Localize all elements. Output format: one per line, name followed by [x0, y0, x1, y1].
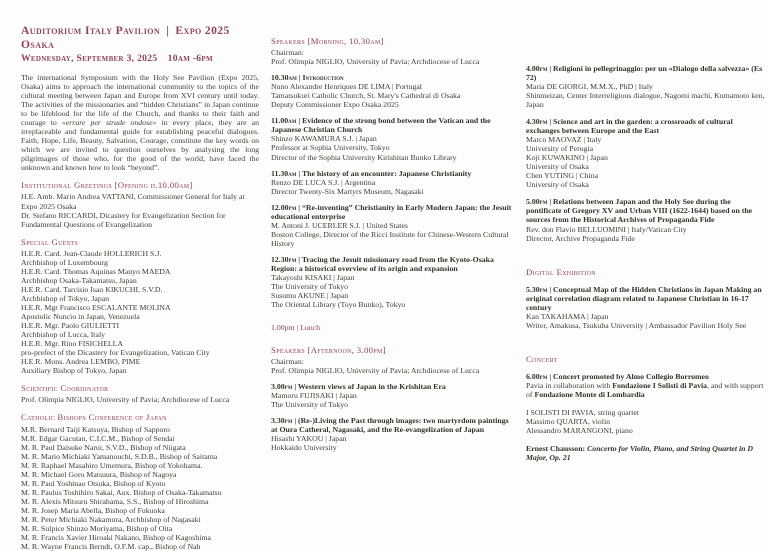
text-line: Professor at Sophia University, Tokyo — [271, 143, 390, 153]
column-middle — [271, 24, 514, 551]
event-title — [526, 197, 766, 224]
separator: | — [296, 202, 302, 212]
event-title — [526, 117, 766, 135]
text-line: M. R. Peter Michiaki Nakamura, Archbishop of Nagasaki — [21, 515, 201, 524]
page-title: Auditorium Italy Pavilion | Expo 2025 Osaka — [21, 24, 230, 51]
event-title — [271, 203, 514, 221]
text-line: M. R. Francis Xavier Hiroaki Nakano, Bishop of Kagoshima — [21, 533, 211, 543]
text-segment: Ernest Chausson: — [526, 444, 588, 454]
text-segment: Concerto for Violin, Piano, and String Quartet in D Major, Op. 21 — [526, 444, 754, 463]
text-line: Director of the Sophia University Kirishitan Bunko Library — [271, 152, 457, 162]
text-line: Prof. Olimpia NIGLIO, University of Pavia; Archdiocese of Lucca — [21, 395, 230, 405]
text-line: University of Osaka — [526, 180, 589, 190]
event-title — [526, 285, 766, 312]
text-line: M. R. Paul Yoshinao Otsuka, Bishop of Kyoto — [21, 478, 166, 488]
text-line: Renzo DE LUCA S.J. | Argentina — [271, 177, 376, 187]
text-line: Archbishop of Tokyo, Japan — [21, 293, 110, 303]
event-block — [271, 382, 514, 409]
event-time: 4.30pm — [526, 117, 548, 127]
event-title-text: Tracing the Jesuit missionary road from the Kyoto-Osaka Region: a historical overview of its origin and expansion — [271, 254, 494, 273]
event-title-text: Science and art in the garden: a crossroads of cultural exchanges between Europe and the East — [526, 117, 733, 136]
section-heading: Digital Exhibition — [526, 266, 596, 277]
event-time: 11.30am — [271, 168, 297, 178]
text-line: University of Perugia — [526, 144, 594, 154]
text-line: Chairman: — [271, 357, 304, 367]
text-line: Boston College, Director of the Ricci Institute for Chinese-Western Cultural History — [271, 229, 509, 248]
section-heading: Speakers [Afternoon, 3.00pm] — [271, 345, 386, 356]
text-block — [21, 192, 259, 228]
text-line: The University of Tokyo — [271, 281, 349, 291]
text-segment: in every place, they are an irreplaceable and fundamental guide for establishing peaceful dialogues. Faith, Hope, Life, Beauty, Salvation, Courage, constitute the key words on which we are invited to question ourselves by analysing the long pilgrimages of those who, for the good of the world, have faced the unknown and known how to look “beyond”. — [21, 118, 260, 173]
text-segment: The international Symposium with the Holy See Pavilion (Expo 2025, Osaka) aims to approach the international community to the topics of the cultural meeting between Japan and Europe from XVI century until today. The activities of the missionaries and “hidden Christians” in Japan continue to be lifeblood for the life of the Church, and thanks to their faith and courage to — [21, 72, 259, 128]
text-line: Archbishop of Luxembourg — [21, 257, 108, 267]
text-line: Susumu AKUNE | Japan — [271, 290, 349, 300]
event-title-text: Evidence of the strong bond between the Vatican and the Japanese Christian Church — [271, 116, 491, 135]
separator: | — [547, 197, 554, 207]
text-line: Prof. Olimpia NIGLIO, University of Pavia; Archdiocese of Lucca — [271, 366, 480, 376]
text-line: Marco MAOVAZ | Italy — [526, 135, 602, 145]
text-line: M. R. Michael Goro Matsuura, Bishop of Nagoya — [21, 469, 177, 479]
event-time: 3.00pm — [271, 382, 293, 392]
event-block — [271, 255, 514, 309]
event-block — [271, 73, 514, 109]
separator: | — [547, 64, 554, 73]
event-time: 5.30pm — [526, 284, 548, 294]
event-time: 3.30pm — [271, 416, 293, 426]
text-line: I SOLISTI DI PAVIA, string quartet — [526, 408, 640, 418]
text-line: H.E.R. Card. Tarcisio Isao KIKUCHI, S.V.D. — [21, 284, 163, 294]
column-left — [21, 24, 259, 551]
event-time: 4.00pm — [526, 64, 548, 73]
text-segment: Pavia in collaboration with — [526, 381, 613, 391]
event-title-text: Introduction — [302, 73, 344, 83]
text-line: Alessandro MARANGONI, piano — [526, 426, 633, 436]
event-title — [271, 416, 514, 434]
separator: | — [547, 284, 554, 294]
event-time: 6.00pm — [526, 372, 548, 382]
event-title-text: Religioni in pellegrinaggio: per un «Dialogo della salvezza» (Es 72) — [526, 64, 763, 83]
text-line: H.E. Amb. Mario Andrea VATTANI, Commissioner General for Italy at Expo 2025 Osaka — [21, 192, 245, 211]
text-segment: , and with support of — [526, 381, 764, 400]
text-line: M.R. Bernard Taiji Katsuya, Bishop of Sapporo — [21, 424, 170, 434]
text-line: H.E.R. Mgr Francisco ESCALANTE MOLINA — [21, 303, 171, 312]
text-line: M. R. Raphael Masahiro Umemura, Bishop of Yokohama. — [21, 460, 203, 470]
separator: | — [296, 168, 302, 178]
text-block — [526, 408, 766, 435]
date-line: Wednesday, September 3, 2025 10am -6pm — [21, 52, 213, 64]
text-line: M. R. Alexis Mitsuru Shirahama, S.S., Bishop of Hiroshima — [21, 496, 209, 506]
event-title-text: (Re-)Living the Past through images: two martyrdom paintings at Oura Catheral, Nagasaki, and the Re-evangelization of Japan — [271, 416, 509, 435]
text-block — [21, 425, 259, 551]
event-title — [271, 382, 514, 391]
intro-paragraph — [21, 73, 259, 172]
text-segment: «errare per strade ondose» — [61, 118, 157, 128]
text-line: Auxiliary Bishop of Tokyo, Japan — [21, 366, 127, 376]
text-line: Writer, Amakusa, Tsukuba University | Ambassador Pavilion Holy See — [526, 320, 747, 330]
text-block — [21, 395, 259, 404]
text-line: The Oriental Library (Toyo Bunko), Tokyo — [271, 299, 406, 309]
event-title-text: Conceptual Map of the Hidden Christians in Japan Making an original correlation diagram related to Japanese Christian in 16-17 century — [526, 284, 762, 312]
text-line: M. R. Wayne Francis Berndt, O.F.M. cap., Bishop of Nah — [21, 542, 201, 551]
text-line: Archbishop of Lucca, Italy — [21, 330, 106, 340]
text-line: M. Antoni J. UCERLER S.J. | United States — [271, 220, 408, 230]
text-line: Prof. Olimpia NIGLIO, University of Pavia; Archdiocese of Lucca — [271, 57, 480, 67]
event-block — [526, 372, 766, 399]
text-segment: Fondazione Monte di Lombardia — [534, 390, 645, 400]
section-heading: Concert — [526, 353, 558, 364]
section-heading: Special Guests — [21, 236, 78, 247]
event-block — [526, 285, 766, 330]
event-time: 10.30am — [271, 73, 297, 83]
event-block — [271, 416, 514, 452]
text-line — [526, 381, 766, 399]
section-heading: Institutional Greetings [Opening h.10.00am] — [21, 180, 193, 191]
event-block — [526, 197, 766, 242]
event-block — [271, 203, 514, 248]
text-line: Mamoru FUJISAKI | Japan — [271, 391, 357, 401]
event-time: 12.00pm — [271, 202, 297, 212]
event-title — [271, 116, 514, 134]
text-segment: Fondazione I Solisti di Pavia — [612, 381, 708, 391]
separator: | — [292, 416, 299, 426]
text-line: H.E.R. Card. Thomas Aquinas Manyo MAEDA — [21, 266, 171, 276]
text-line: Chairman: — [271, 48, 304, 58]
text-line: Hisashi YAKOU | Japan — [271, 434, 347, 444]
text-line: pro-prefect of the Dicastery for Evangelization, Vatican City — [21, 348, 210, 358]
text-line: Koji KUWAKINO | Japan — [526, 153, 608, 163]
text-line: M. R. Paulus Toshihiro Sakai, Aux. Bishop of Osaka-Takamatsu — [21, 487, 222, 497]
text-line: Rev. don Flavio BELLUOMINI | Italy/Vatican City — [526, 224, 687, 234]
separator: | — [296, 116, 303, 126]
event-title-text: “Re-inventing” Christianity in Early Modern Japan: the Jesuit educational enterprise — [271, 202, 512, 221]
event-title-text: The history of an encounter: Japanese Christianity — [301, 168, 472, 178]
separator: | — [547, 372, 554, 382]
separator: | — [296, 73, 303, 83]
text-line: Deputy Commissioner Expo Osaka 2025 — [271, 100, 399, 110]
text-line: M. R. Paul Daisuke Narui, S.V.D., Bishop of Niigata — [21, 442, 186, 452]
section-heading: Catholic Bishops Conference of Japan — [21, 412, 167, 423]
separator: | — [292, 382, 298, 392]
text-line: The University of Tokyo — [271, 400, 349, 410]
text-line: Dr. Stefano RICCARDI, Dicastery for Evangelization Section for Fundamental Questions of Evangelization — [21, 210, 226, 229]
text-block — [21, 249, 259, 375]
event-title-text: Concert promoted by Almo Collegio Borromeo — [553, 372, 709, 382]
text-line: Shinzo KAWAMURA S.J. | Japan — [271, 134, 377, 144]
text-line: H.E.R. Card. Jean-Claude HOLLERICH S.J. — [21, 248, 162, 258]
lunch-line: 1.00pm | Lunch — [271, 322, 320, 332]
event-title-text: Relations between Japan and the Holy See during the pontificate of Gregory XV and Urban VIII (1622-1644) based on the sources from the Historical Archives of Propaganda Fide — [526, 197, 753, 225]
event-title — [526, 372, 766, 381]
event-title — [526, 64, 766, 82]
text-line: H.E.R. Mgr. Rino FISICHELLA — [21, 339, 124, 349]
event-title — [271, 73, 514, 82]
separator: | — [547, 117, 554, 127]
event-block — [526, 117, 766, 189]
separator: | — [296, 254, 302, 264]
text-line: H.E.R. Mons. Andrea LEMBO, PIME — [21, 357, 141, 367]
text-line: M. R. Sulpice Shinzo Moriyama, Bishop of Oita — [21, 524, 173, 534]
text-line: M. R. Josep Maria Abella, Bishop of Fukuoka — [21, 505, 165, 515]
text-line: Shinmeizan, Center Interreligious dialogue, Nagomi machi, Kumamoto ken, Japan — [526, 91, 765, 110]
text-line: Kan TAKAHAMA | Japan — [526, 311, 609, 321]
document-header — [21, 24, 259, 64]
event-block — [271, 169, 514, 196]
text-line: Nuno Alexandre Henriques DE LIMA | Portugal — [271, 82, 422, 92]
text-line: Chen YUTING | China — [526, 171, 599, 181]
section-heading: Scientific Coordinator — [21, 383, 109, 394]
text-block — [271, 357, 514, 375]
text-line: Apostolic Nuncio in Japan, Venezuela — [21, 312, 140, 322]
text-block — [271, 48, 514, 66]
event-title — [271, 169, 514, 178]
text-line: Takayoshi KISAKI | Japan — [271, 272, 355, 282]
text-line: Maria DE GIORGI, M.M.X., PhD | Italy — [526, 82, 653, 92]
event-time: 12.30pm — [271, 254, 297, 264]
text-line: Archbishop Osaka-Takamatsu, Japan — [21, 275, 137, 285]
event-time: 11.00am — [271, 116, 297, 126]
text-line: Tamatsukuri Catholic Church, St. Mary's Cathedral di Osaka — [271, 91, 461, 101]
column-right — [526, 24, 766, 551]
section-heading: Speakers [Morning, 10.30am] — [271, 36, 384, 46]
text-line — [526, 444, 766, 462]
event-title-text: Western views of Japan in the Krishitan Era — [297, 382, 446, 392]
event-time: 5.00pm — [526, 197, 548, 207]
text-line: H.E.R. Mgr. Paolo GIULIETTI — [21, 321, 120, 331]
text-line: Massimo QUARTA, violin — [526, 417, 611, 427]
text-line: M. R. Mario Michiaki Yamanouchi, S.D.B., Bishop of Saitama — [21, 451, 218, 461]
text-line: M.R. Edgar Gacutan, C.I.C.M., Bishop of Sendai — [21, 433, 175, 443]
text-line: University of Osaka — [526, 162, 589, 172]
event-block — [526, 64, 766, 109]
text-line: Hokkaido University — [271, 443, 337, 453]
text-block — [526, 444, 766, 462]
text-line: Director Twenty-Six Martyrs Museum, Nagasaki — [271, 186, 424, 196]
event-block — [271, 116, 514, 161]
text-line: Director, Archive Propaganda Fide — [526, 233, 635, 243]
event-title — [271, 255, 514, 273]
